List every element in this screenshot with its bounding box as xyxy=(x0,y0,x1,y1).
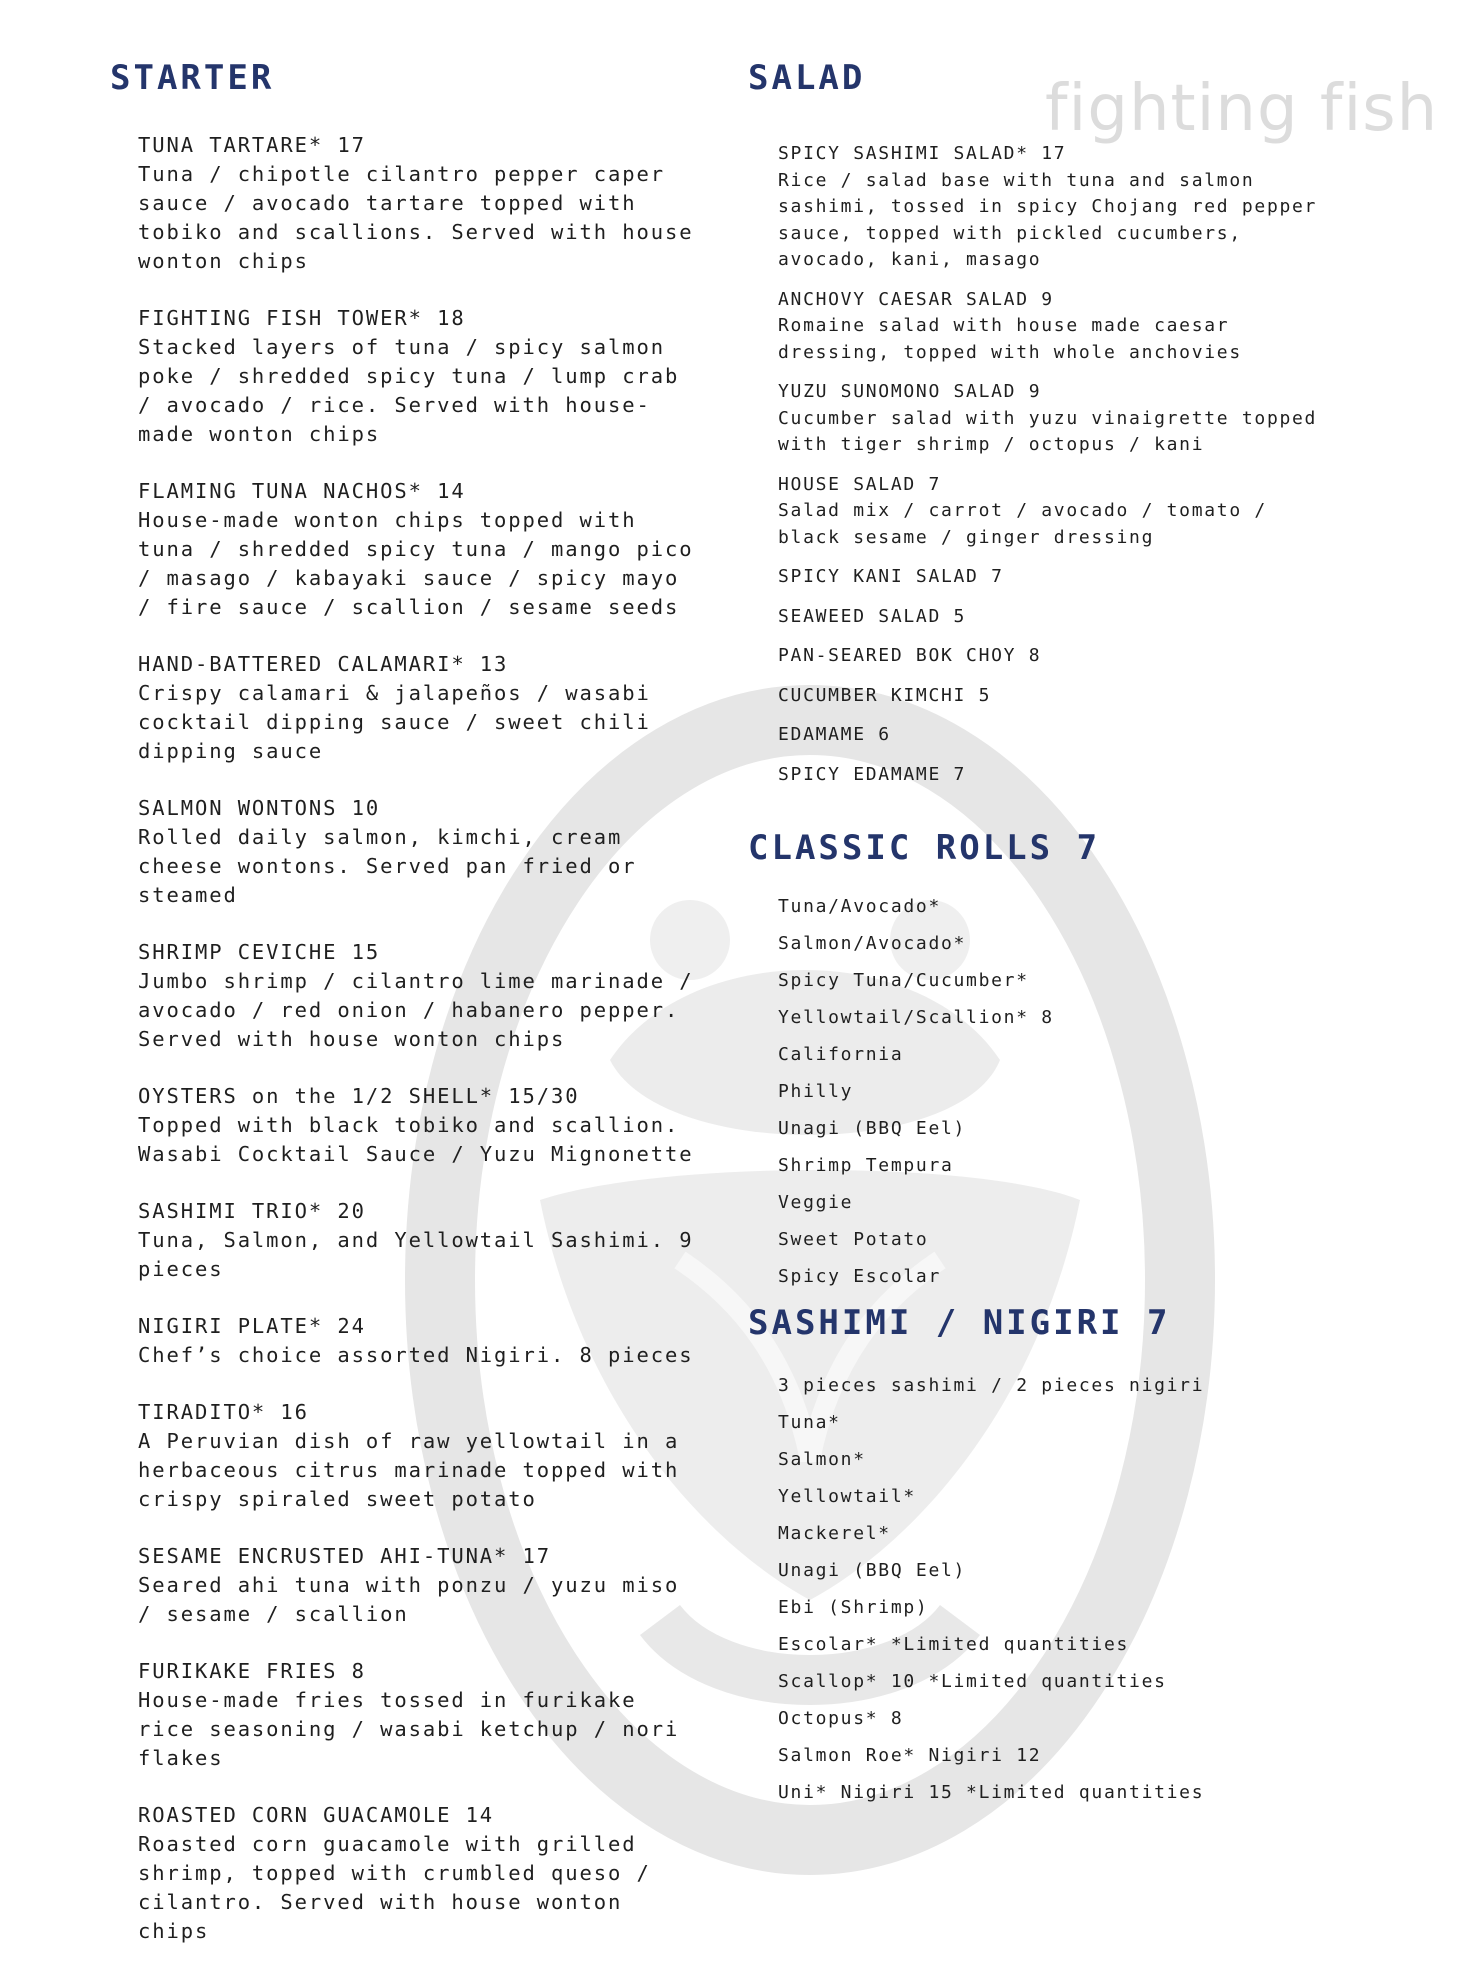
menu-item-desc: Roasted corn guacamole with grilled shrimp, topped with crumbled queso / cilantro. Served with house wonton chips xyxy=(138,1832,651,1943)
sashimi-nigiri-section xyxy=(748,1303,1388,1805)
list-item: Yellowtail* xyxy=(778,1486,916,1507)
menu-item xyxy=(138,1197,710,1284)
menu-item-desc: Jumbo shrimp / cilantro lime marinade / avocado / red onion / habanero pepper. Served with house wonton chips xyxy=(138,969,694,1051)
menu-item xyxy=(138,1082,710,1169)
list-item: Unagi (BBQ Eel) xyxy=(778,1118,967,1139)
menu-item-name: PAN-SEARED BOK CHOY 8 xyxy=(778,645,1042,666)
menu-item-desc: Seared ahi tuna with ponzu / yuzu miso / sesame / scallion xyxy=(138,1573,680,1626)
classic-rolls-list xyxy=(748,894,1388,1289)
starter-title: STARTER xyxy=(110,58,275,98)
list-item: Sweet Potato xyxy=(778,1229,929,1250)
menu-item-desc: Chef’s choice assorted Nigiri. 8 pieces xyxy=(138,1343,694,1367)
list-item: Yellowtail/Scallion* 8 xyxy=(778,1007,1054,1028)
menu-item-desc: Topped with black tobiko and scallion. Wasabi Cocktail Sauce / Yuzu Mignonette xyxy=(138,1113,694,1166)
right-column xyxy=(748,58,1388,1817)
menu-item xyxy=(138,1542,710,1629)
menu-item-desc: Salad mix / carrot / avocado / tomato / black sesame / ginger dressing xyxy=(778,500,1267,548)
menu-item-desc: House-made fries tossed in furikake rice seasoning / wasabi ketchup / nori flakes xyxy=(138,1688,680,1770)
menu-item-desc: House-made wonton chips topped with tuna / shredded spicy tuna / mango pico / masago / kabayaki sauce / spicy mayo / fire sauce / scallion / sesame seeds xyxy=(138,508,694,619)
menu-item-name: HOUSE SALAD 7 xyxy=(778,473,941,495)
menu-item-desc: Rice / salad base with tuna and salmon sashimi, tossed in spicy Chojang red pepper sauce, topped with pickled cucumbers, avocado, kani, masago xyxy=(778,169,1318,270)
list-item: 3 pieces sashimi / 2 pieces nigiri xyxy=(778,1375,1205,1396)
list-item: Spicy Escolar xyxy=(778,1266,941,1287)
list-item: Veggie xyxy=(778,1192,854,1213)
salad-title: SALAD xyxy=(748,58,866,98)
menu-item-name: FIGHTING FISH TOWER* 18 xyxy=(138,306,466,330)
sashimi-nigiri-list xyxy=(748,1373,1388,1805)
list-item: Uni* Nigiri 15 *Limited quantities xyxy=(778,1782,1205,1803)
menu-item-name: FURIKAKE FRIES 8 xyxy=(138,1659,366,1683)
menu-item-name: SALMON WONTONS 10 xyxy=(138,796,381,820)
menu-item xyxy=(138,131,710,276)
menu-item xyxy=(778,564,1388,591)
menu-item-name: HAND-BATTERED CALAMARI* 13 xyxy=(138,652,509,676)
menu-item xyxy=(138,1312,710,1370)
menu-item xyxy=(778,472,1388,552)
menu-item xyxy=(138,938,710,1054)
menu-item-desc: Cucumber salad with yuzu vinaigrette topped with tiger shrimp / octopus / kani xyxy=(778,407,1318,455)
menu-item-desc: Crispy calamari & jalapeños / wasabi cocktail dipping sauce / sweet chili dipping sauce xyxy=(138,681,651,763)
menu-item-name: SASHIMI TRIO* 20 xyxy=(138,1199,366,1223)
list-item: Shrimp Tempura xyxy=(778,1155,954,1176)
menu-item-name: EDAMAME 6 xyxy=(778,724,891,745)
menu-item-name: YUZU SUNOMONO SALAD 9 xyxy=(778,381,1042,402)
menu-item xyxy=(138,304,710,449)
salad-section xyxy=(748,58,1388,788)
menu-item-name: OYSTERS on the 1/2 SHELL* 15/30 xyxy=(138,1084,580,1108)
list-item: Unagi (BBQ Eel) xyxy=(778,1560,967,1581)
brand-logo-text: fighting fish xyxy=(1045,72,1439,146)
list-item: Philly xyxy=(778,1081,854,1102)
menu-item-desc: Rolled daily salmon, kimchi, cream cheese wontons. Served pan fried or steamed xyxy=(138,825,637,907)
list-item: California xyxy=(778,1044,904,1065)
sashimi-nigiri-title: SASHIMI / NIGIRI 7 xyxy=(748,1303,1171,1343)
menu-item xyxy=(778,762,1388,789)
starter-items xyxy=(110,131,710,1946)
menu-item-name: ROASTED CORN GUACAMOLE 14 xyxy=(138,1803,495,1827)
menu-item-name: TUNA TARTARE* 17 xyxy=(138,133,366,157)
menu-item xyxy=(138,1398,710,1514)
list-item: Escolar* *Limited quantities xyxy=(778,1634,1130,1655)
menu-item-name: TIRADITO* 16 xyxy=(138,1400,309,1424)
menu-item xyxy=(778,722,1388,749)
list-item: Tuna* xyxy=(778,1412,841,1433)
menu-item xyxy=(778,604,1388,631)
menu-item xyxy=(778,643,1388,670)
menu-item-name: NIGIRI PLATE* 24 xyxy=(138,1314,366,1338)
menu-item xyxy=(778,141,1388,274)
menu-item-name: FLAMING TUNA NACHOS* 14 xyxy=(138,479,466,503)
menu-item-name: SEAWEED SALAD 5 xyxy=(778,605,967,627)
menu-item-name: SPICY SASHIMI SALAD* 17 xyxy=(778,143,1067,164)
menu-item-desc: A Peruvian dish of raw yellowtail in a herbaceous citrus marinade topped with crispy spiraled sweet potato xyxy=(138,1429,680,1511)
menu-item xyxy=(778,379,1388,459)
list-item: Salmon/Avocado* xyxy=(778,933,967,954)
list-item: Tuna/Avocado* xyxy=(778,896,941,917)
classic-rolls-title: CLASSIC ROLLS 7 xyxy=(748,828,1101,868)
salad-items xyxy=(748,141,1388,788)
list-item: Mackerel* xyxy=(778,1523,891,1544)
menu-item-name: ANCHOVY CAESAR SALAD 9 xyxy=(778,288,1054,310)
menu-item xyxy=(138,1801,710,1946)
menu-item-name: SESAME ENCRUSTED AHI-TUNA* 17 xyxy=(138,1544,552,1568)
menu-item-name: CUCUMBER KIMCHI 5 xyxy=(778,684,992,706)
menu-item-desc: Tuna, Salmon, and Yellowtail Sashimi. 9 pieces xyxy=(138,1228,694,1281)
menu-item xyxy=(138,650,710,766)
list-item: Scallop* 10 *Limited quantities xyxy=(778,1671,1167,1692)
menu-item-name: SHRIMP CEVICHE 15 xyxy=(138,940,381,964)
classic-rolls-section xyxy=(748,828,1388,1289)
menu-item xyxy=(138,1657,710,1773)
menu-item-name: SPICY KANI SALAD 7 xyxy=(778,566,1004,587)
menu-item xyxy=(778,683,1388,710)
list-item: Ebi (Shrimp) xyxy=(778,1597,929,1618)
list-item: Salmon* xyxy=(778,1449,866,1470)
menu-item-desc: Stacked layers of tuna / spicy salmon poke / shredded spicy tuna / lump crab / avocado / rice. Served with house-made wonton chips xyxy=(138,335,680,446)
menu-item-name: SPICY EDAMAME 7 xyxy=(778,763,967,785)
list-item: Spicy Tuna/Cucumber* xyxy=(778,970,1029,991)
menu-item xyxy=(138,477,710,622)
menu-item-desc: Tuna / chipotle cilantro pepper caper sauce / avocado tartare topped with tobiko and scallions. Served with house wonton chips xyxy=(138,162,694,273)
menu-item-desc: Romaine salad with house made caesar dressing, topped with whole anchovies xyxy=(778,315,1242,363)
menu-item xyxy=(778,287,1388,367)
menu-item xyxy=(138,794,710,910)
list-item: Octopus* 8 xyxy=(778,1708,904,1729)
list-item: Salmon Roe* Nigiri 12 xyxy=(778,1745,1042,1766)
starter-section xyxy=(110,58,710,1974)
